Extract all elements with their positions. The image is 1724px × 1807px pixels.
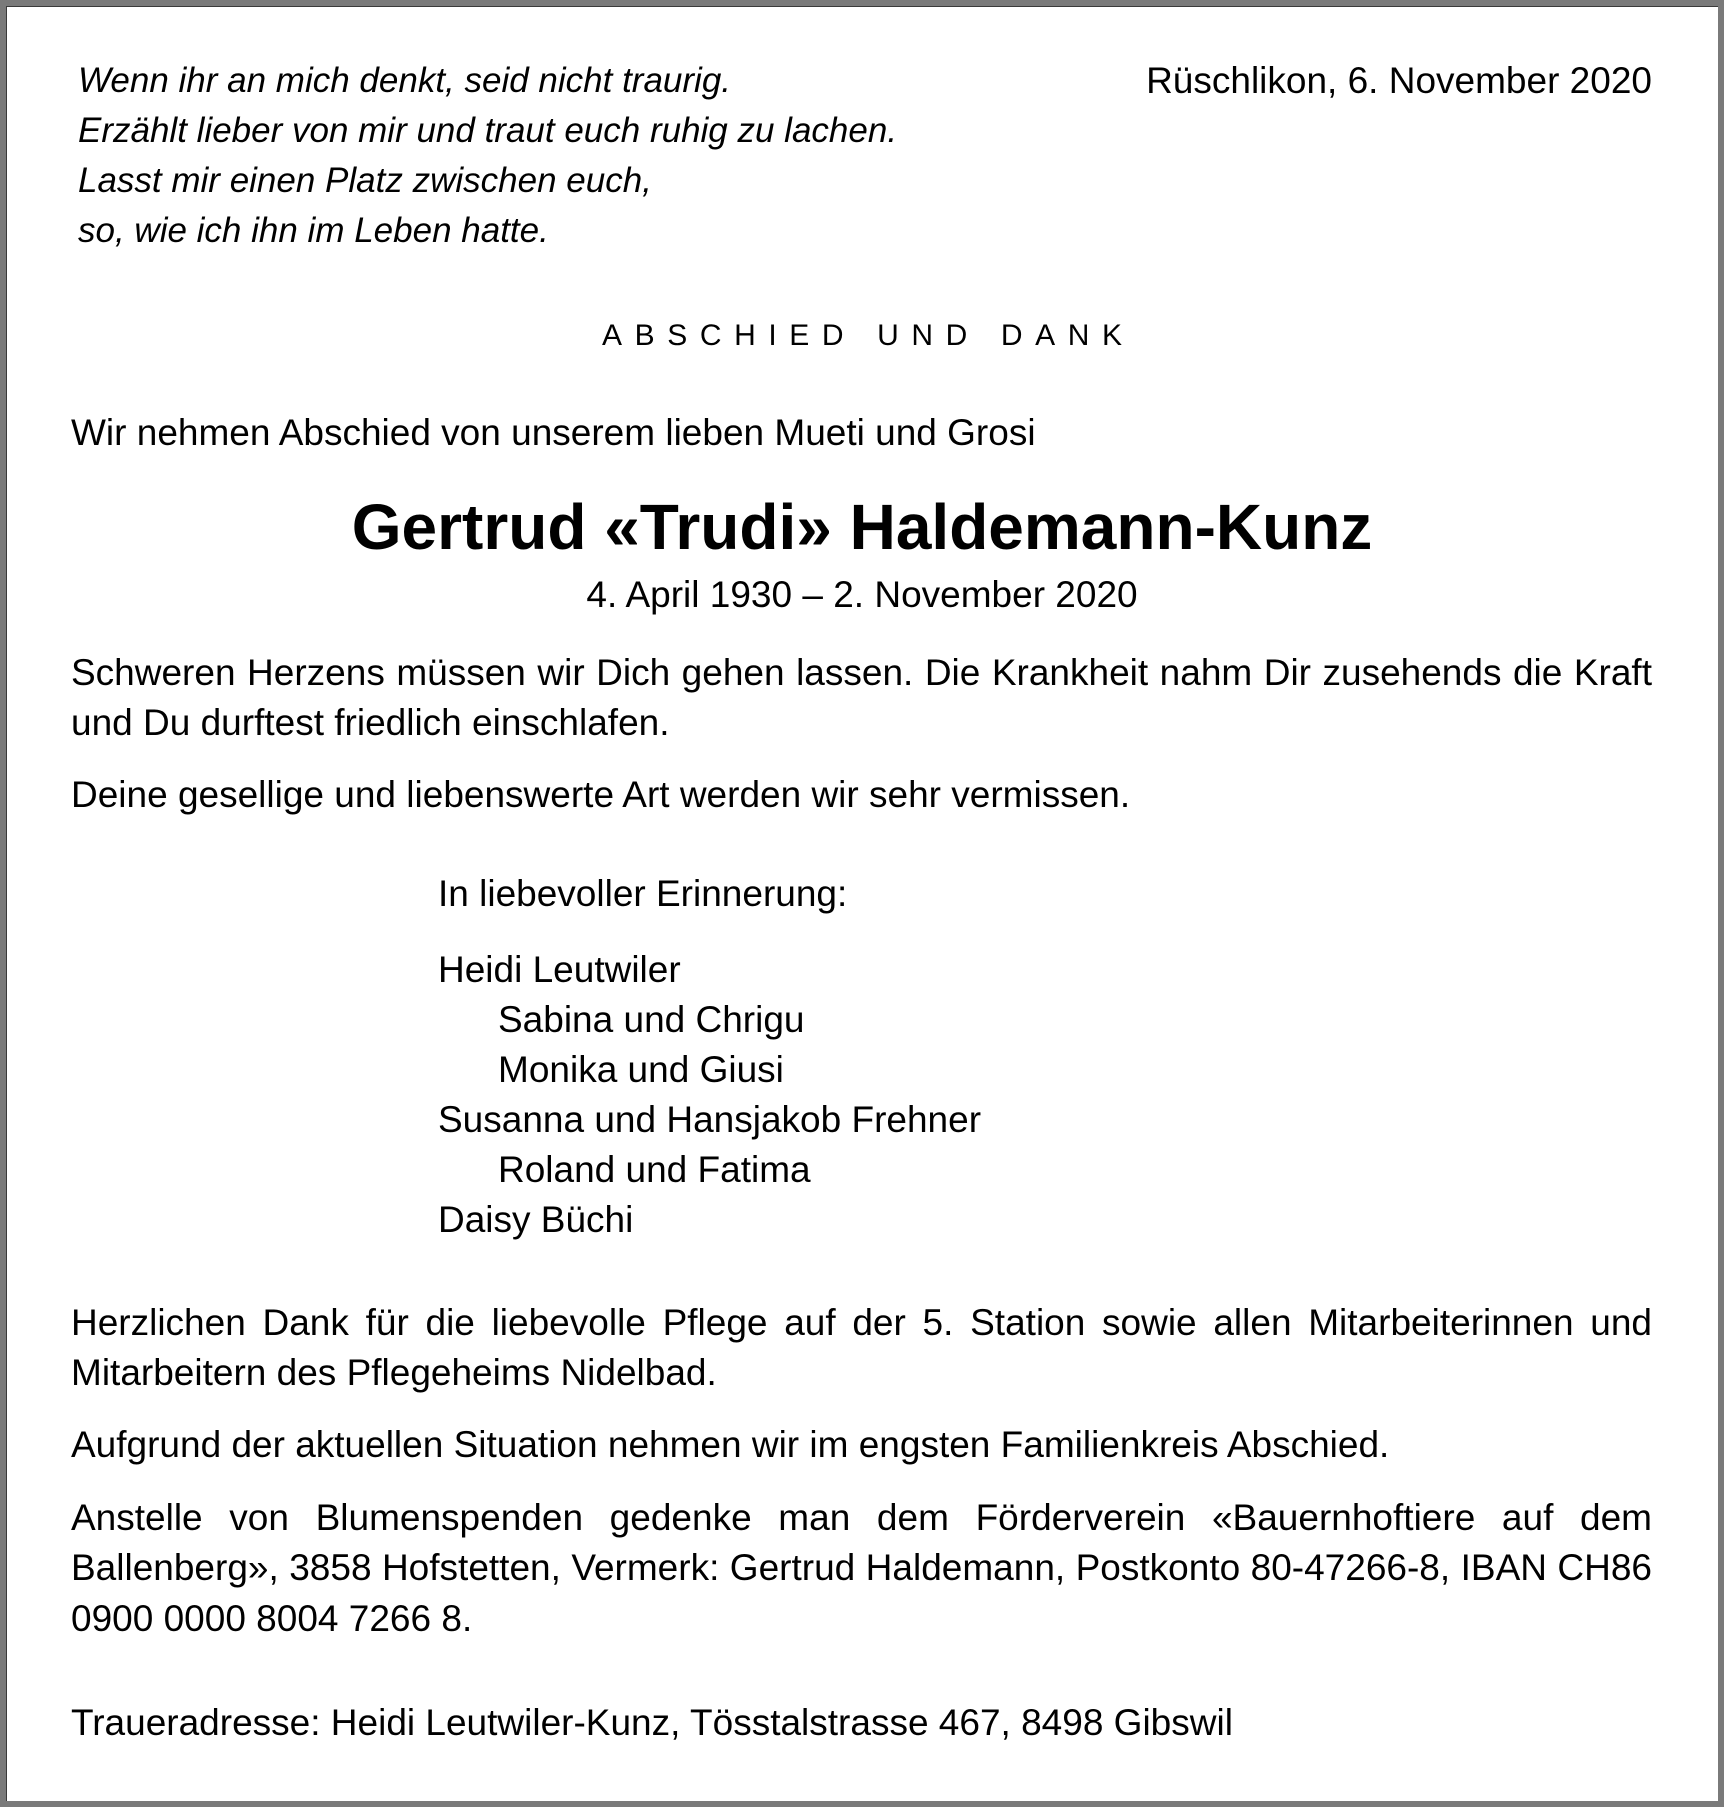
poem	[78, 56, 897, 256]
heading-text: ABSCHIED UND DANK	[602, 319, 1135, 352]
poem-line: Wenn ihr an mich denkt, seid nicht traurig.	[78, 61, 732, 100]
paragraph-thanks: Herzlichen Dank für die liebevolle Pflege auf der 5. Station sowie allen Mitarbeiterinnen und Mitarbeitern des Pflegeheims Nidelbad.	[71, 1301, 1652, 1393]
paragraph-situation: Aufgrund der aktuellen Situation nehmen wir im engsten Familienkreis Abschied.	[71, 1423, 1390, 1465]
obituary-page	[6, 6, 1718, 1801]
paragraph-memory: Deine gesellige und liebenswerte Art werden wir sehr vermissen.	[71, 773, 1131, 815]
mourner-name: Monika und Giusi	[498, 1048, 784, 1090]
mourner-name: Susanna und Hansjakob Frehner	[438, 1098, 982, 1140]
place-date: Rüschlikon, 6. November 2020	[1146, 59, 1652, 101]
mourner-name: Daisy Büchi	[438, 1198, 634, 1240]
mourner-name: Sabina und Chrigu	[498, 998, 805, 1040]
mourning-address: Traueradresse: Heidi Leutwiler-Kunz, Tösstalstrasse 467, 8498 Gibswil	[71, 1701, 1233, 1743]
mourner-name: Roland und Fatima	[498, 1148, 811, 1190]
poem-line: Erzählt lieber von mir und traut euch ruhig zu lachen.	[78, 111, 898, 150]
poem-line: Lasst mir einen Platz zwischen euch,	[78, 161, 652, 200]
mourner-name: Heidi Leutwiler	[438, 948, 681, 990]
section-heading	[6, 316, 1718, 356]
poem-line: so, wie ich ihn im Leben hatte.	[78, 211, 549, 250]
mourners-list	[438, 945, 981, 1245]
memory-label: In liebevoller Erinnerung:	[438, 872, 848, 914]
life-dates: 4. April 1930 – 2. November 2020	[586, 573, 1138, 615]
deceased-name: Gertrud «Trudi» Haldemann-Kunz	[351, 491, 1373, 563]
paragraph-donation: Anstelle von Blumenspenden gedenke man dem Förderverein «Bauernhoftiere auf dem Ballenberg», 3858 Hofstetten, Vermerk: Gertrud Haldemann, Postkonto 80-47266-8, IBAN CH86 0900 0000 8004 7266 8.	[71, 1496, 1652, 1639]
intro-line: Wir nehmen Abschied von unserem lieben Mueti und Grosi	[71, 411, 1036, 453]
paragraph-farewell: Schweren Herzens müssen wir Dich gehen lassen. Die Krankheit nahm Dir zusehends die Kraft und Du durftest friedlich einschlafen.	[71, 651, 1652, 743]
